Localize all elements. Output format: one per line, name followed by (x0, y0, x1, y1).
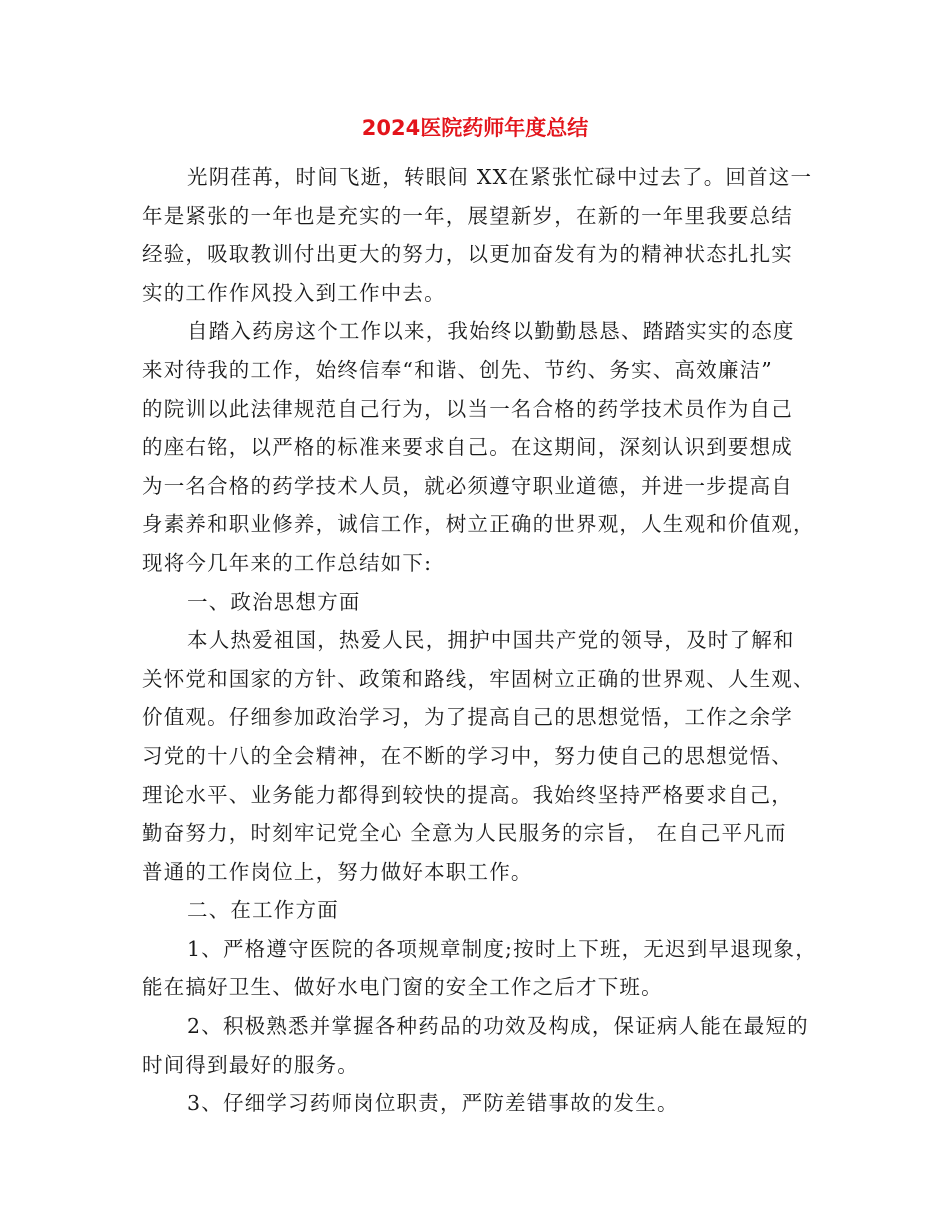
body-line: 价值观。仔细参加政治学习，为了提高自己的思想觉悟，工作之余学 (142, 705, 793, 730)
body-line: 实的工作作风投入到工作中去。 (142, 280, 446, 305)
body-line: 1、严格遵守医院的各项规章制度;按时上下班，无迟到早退现象， (187, 936, 817, 961)
body-line: 来对待我的工作，始终信奉“和谐、创先、节约、务实、高效廉洁” (142, 357, 773, 382)
body-line: 本人热爱祖国，热爱人民，拥护中国共产党的领导，及时了解和 (187, 628, 795, 653)
body-line: 勤奋努力，时刻牢记党全心 全意为人民服务的宗旨， 在自己平凡而 (142, 821, 787, 846)
body-line: 能在搞好卫生、做好水电门窗的安全工作之后才下班。 (142, 975, 663, 1000)
body-line: 3、仔细学习药师岗位职责，严防差错事故的发生。 (187, 1091, 679, 1116)
body-line: 自踏入药房这个工作以来，我始终以勤勤恳恳、踏踏实实的态度 (187, 319, 795, 344)
document-title: 2024医院药师年度总结 (361, 116, 589, 140)
body-line: 一、政治思想方面 (187, 589, 361, 614)
body-line: 的座右铭，以严格的标准来要求自己。在这期间，深刻认识到要想成 (142, 435, 793, 460)
body-line: 2、积极熟悉并掌握各种药品的功效及构成，保证病人能在最短的 (187, 1014, 809, 1039)
body-line: 理论水平、业务能力都得到较快的提高。我始终坚持严格要求自己， (142, 782, 793, 807)
body-line: 习党的十八的全会精神，在不断的学习中，努力使自己的思想觉悟、 (142, 743, 793, 768)
body-line: 经验，吸取教训付出更大的努力，以更加奋发有为的精神状态扎扎实 (142, 242, 793, 267)
body-line: 关怀党和国家的方针、政策和路线，牢固树立正确的世界观、人生观、 (142, 666, 815, 691)
body-line: 光阴荏苒，时间飞逝，转眼间 XX在紧张忙碌中过去了。回首这一 (187, 165, 813, 189)
body-line: 二、在工作方面 (187, 898, 339, 923)
body-line: 身素养和职业修养，诚信工作，树立正确的世界观，人生观和价值观， (142, 512, 815, 537)
body-line: 的院训以此法律规范自己行为，以当一名合格的药学技术员作为自己 (142, 396, 793, 421)
body-line: 为一名合格的药学技术人员，就必须遵守职业道德，并进一步提高自 (142, 473, 793, 498)
document-body (142, 158, 817, 1123)
body-line: 年是紧张的一年也是充实的一年，展望新岁，在新的一年里我要总结 (142, 203, 793, 228)
body-line: 现将今几年来的工作总结如下: (142, 550, 433, 575)
body-line: 普通的工作岗位上，努力做好本职工作。 (142, 859, 533, 884)
body-line: 时间得到最好的服务。 (142, 1052, 359, 1077)
